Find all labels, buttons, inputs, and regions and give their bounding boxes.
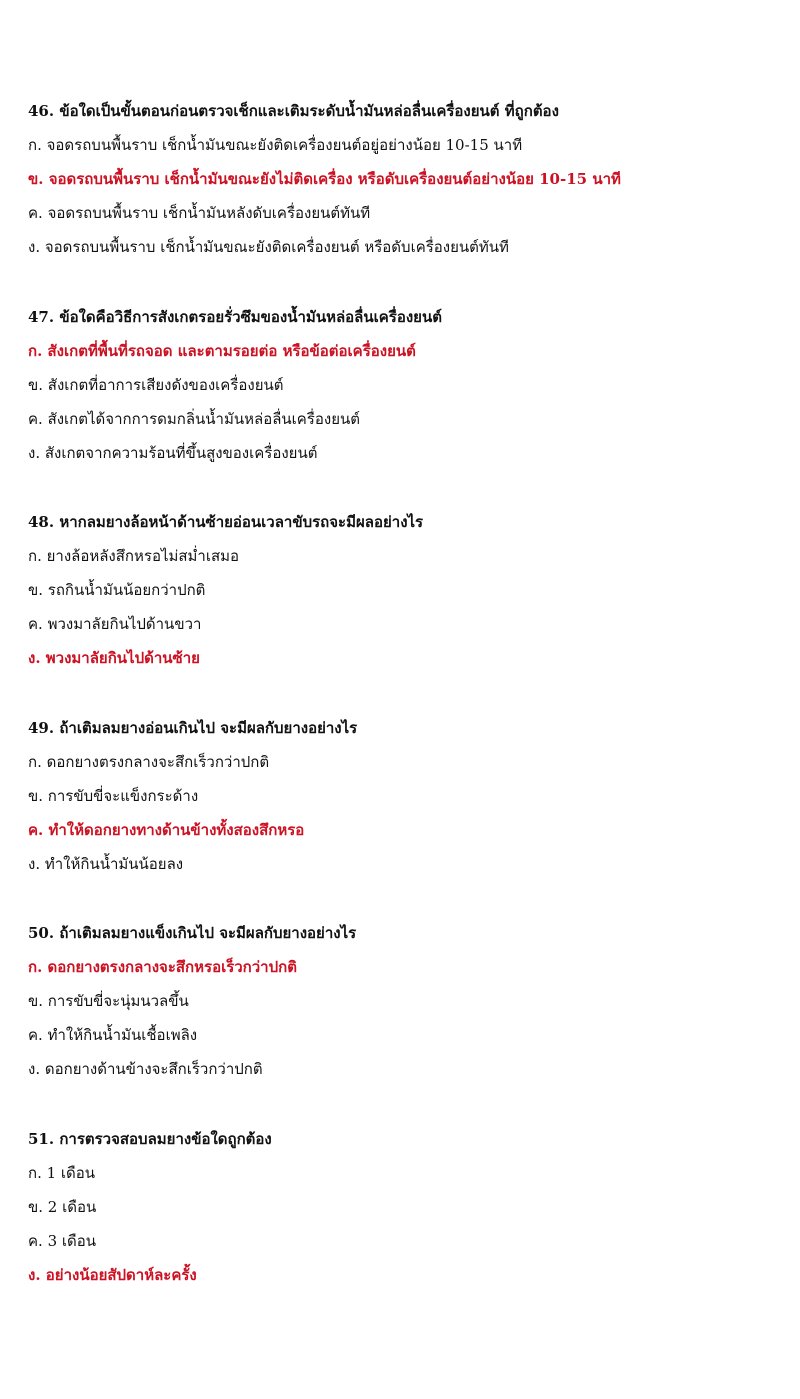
question-title: 50. ถ้าเติมลมยางแข็งเกินไป จะมีผลกับยางอย่างไร: [28, 924, 357, 942]
choice-d: ง. จอดรถบนพื้นราบ เช็กน้ำมันขณะยังติดเครื่องยนต์ หรือดับเครื่องยนต์ทันที: [28, 238, 509, 256]
choice-c: ค. พวงมาลัยกินไปด้านขวา: [28, 615, 202, 633]
choice-b: ข. 2 เดือน: [28, 1197, 97, 1216]
choice-d-correct: ง. พวงมาลัยกินไปด้านซ้าย: [28, 649, 200, 667]
choice-a: ก. ดอกยางตรงกลางจะสึกเร็วกว่าปกติ: [28, 752, 270, 771]
choice-d-correct: ง. อย่างน้อยสัปดาห์ละครั้ง: [28, 1265, 197, 1284]
question-title: 46. ข้อใดเป็นขั้นตอนก่อนตรวจเช็กและเติมระดับน้ำมันหล่อลื่นเครื่องยนต์ ที่ถูกต้อง: [28, 102, 559, 120]
choice-a: ก. 1 เดือน: [28, 1163, 96, 1182]
question-50: [28, 916, 788, 1122]
question-title: 51. การตรวจสอบลมยางข้อใดถูกต้อง: [28, 1129, 272, 1148]
choice-c: ค. สังเกตได้จากการดมกลิ่นน้ำมันหล่อลื่นเครื่องยนต์: [28, 409, 360, 428]
choice-c: ค. 3 เดือน: [28, 1231, 97, 1250]
choice-a-correct: ก. สังเกตที่พื้นที่รถจอด และตามรอยต่อ หรือข้อต่อเครื่องยนต์: [28, 341, 416, 360]
choice-c: ค. ทำให้กินน้ำมันเชื้อเพลิง: [28, 1026, 198, 1044]
question-title: 48. หากลมยางล้อหน้าด้านซ้ายอ่อนเวลาขับรถจะมีผลอย่างไร: [28, 513, 424, 531]
question-51: [28, 1122, 788, 1328]
quiz-page: [28, 94, 788, 1327]
choice-c: ค. จอดรถบนพื้นราบ เช็กน้ำมันหลังดับเครื่องยนต์ทันที: [28, 204, 371, 222]
choice-d: ง. สังเกตจากความร้อนที่ขึ้นสูงของเครื่องยนต์: [28, 443, 318, 462]
choice-b: ข. การขับขี่จะแข็งกระด้าง: [28, 786, 199, 805]
choice-a: ก. จอดรถบนพื้นราบ เช็กน้ำมันขณะยังติดเครื่องยนต์อยู่อย่างน้อย 10-15 นาที: [28, 136, 523, 154]
choice-b: ข. รถกินน้ำมันน้อยกว่าปกติ: [28, 581, 206, 599]
choice-b: ข. การขับขี่จะนุ่มนวลขึ้น: [28, 992, 189, 1010]
choice-a: ก. ยางล้อหลังสึกหรอไม่สม่ำเสมอ: [28, 547, 240, 565]
choice-a-correct: ก. ดอกยางตรงกลางจะสึกหรอเร็วกว่าปกติ: [28, 958, 297, 976]
choice-d: ง. ดอกยางด้านข้างจะสึกเร็วกว่าปกติ: [28, 1060, 263, 1078]
question-title: 49. ถ้าเติมลมยางอ่อนเกินไป จะมีผลกับยางอย่างไร: [28, 718, 358, 737]
question-title: 47. ข้อใดคือวิธีการสังเกตรอยรั่วซึมของน้ำมันหล่อลื่นเครื่องยนต์: [28, 307, 442, 326]
choice-b-correct: ข. จอดรถบนพื้นราบ เช็กน้ำมันขณะยังไม่ติดเครื่อง หรือดับเครื่องยนต์อย่างน้อย 10-15 นาที: [28, 170, 621, 188]
question-49: [28, 711, 788, 917]
question-46: [28, 94, 788, 300]
choice-c-correct: ค. ทำให้ดอกยางทางด้านข้างทั้งสองสึกหรอ: [28, 820, 305, 839]
question-47: [28, 300, 788, 506]
choice-b: ข. สังเกตที่อาการเสียงดังของเครื่องยนต์: [28, 375, 284, 394]
choice-d: ง. ทำให้กินน้ำมันน้อยลง: [28, 854, 184, 873]
question-48: [28, 505, 788, 711]
